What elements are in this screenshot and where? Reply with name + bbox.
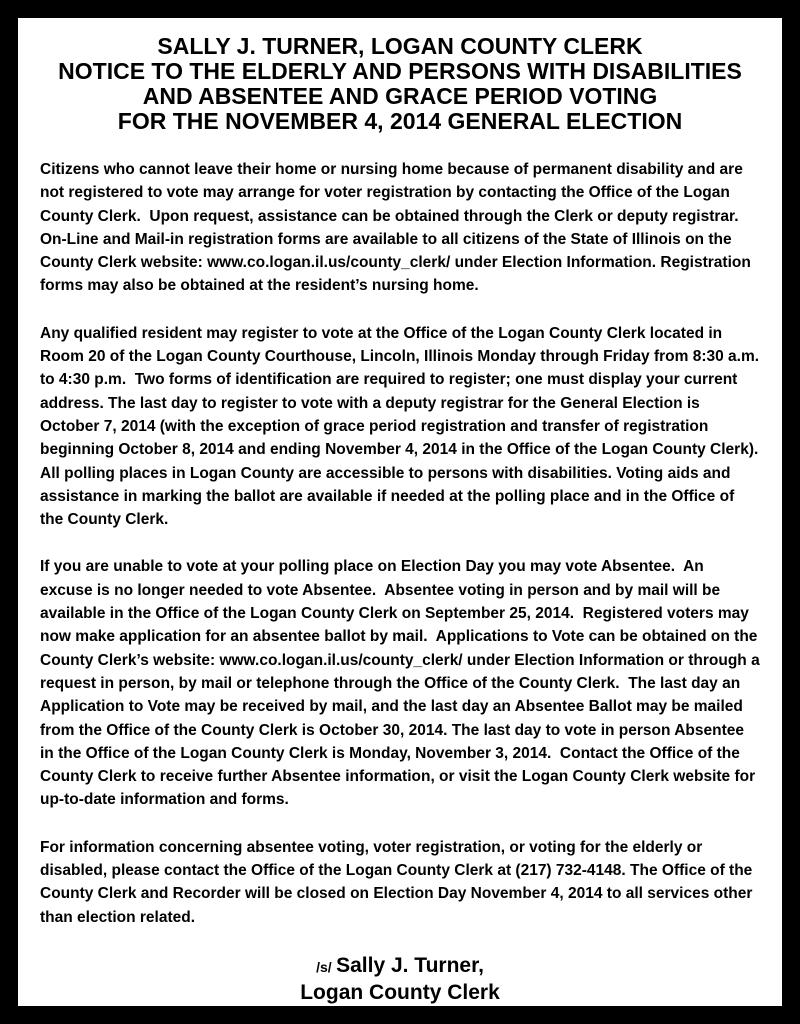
title-line-notice: NOTICE TO THE ELDERLY AND PERSONS WITH DISABILITIES [58, 58, 742, 84]
signature-block [40, 953, 760, 1005]
notice-body [40, 158, 765, 929]
signature-title: Logan County Clerk [300, 980, 500, 1004]
notice-sheet [18, 18, 782, 1006]
paragraph-contact-info: For information concerning absentee voting, voter registration, or voting for the elderly or disabled, please contact the Office of the Logan County Clerk at (217) 732-4148. The Office of the County Clerk and Recorder will be closed on Election Day November 4, 2014 to all services other than election related. [40, 838, 757, 926]
paragraph-voter-registration: Citizens who cannot leave their home or nursing home because of permanent disability and are not registered to vote may arrange for voter registration by contacting the Office of the Logan County Clerk. Upon request, assistance can be obtained through the Clerk or deputy registrar. On-Line and Mail-in registration forms are available to all citizens of the State of Illinois on the County Clerk website: www.co.logan.il.us/county_clerk/ under Election Information. Registration forms may also be obtained at the resident’s nursing home. [40, 161, 756, 295]
signature-prefix: /s/ [316, 958, 332, 975]
paragraph-register-in-person: Any qualified resident may register to vote at the Office of the Logan County Clerk located in Room 20 of the Logan County Courthouse, Lincoln, Illinois Monday through Friday from 8:30 a.m. to 4:30 p.m. Two forms of identification are required to register; one must display your current address. The last day to register to vote with a deputy registrar for the General Election is October 7, 2014 (with the exception of grace period registration and transfer of registration beginning October 8, 2014 and ending November 4, 2014 in the Office of the Logan County Clerk). All polling places in Logan County are accessible to persons with disabilities. Voting aids and assistance in marking the ballot are available if needed at the polling place and in the Office of the County Clerk. [40, 324, 764, 529]
notice-title [40, 34, 760, 134]
paragraph-absentee-voting: If you are unable to vote at your polling place on Election Day you may vote Absentee. An excuse is no longer needed to vote Absentee. Absentee voting in person and by mail will be available in the Office of the Logan County Clerk on September 25, 2014. Registered voters may now make application for an absentee ballot by mail. Applications to Vote can be obtained on the County Clerk’s website: www.co.logan.il.us/county_clerk/ under Election Information or through a request in person, by mail or telephone through the Office of the County Clerk. The last day an Application to Vote may be received by mail, and the last day an Absentee Ballot may be mailed from the Office of the County Clerk is October 30, 2014. The last day to vote in person Absentee in the Office of the Logan County Clerk is Monday, November 3, 2014. Contact the Office of the County Clerk to receive further Absentee information, or visit the Logan County Clerk website for up-to-date information and forms. [40, 558, 765, 809]
title-line-voting: AND ABSENTEE AND GRACE PERIOD VOTING [142, 83, 658, 109]
title-line-clerk-name: SALLY J. TURNER, LOGAN COUNTY CLERK [157, 33, 643, 59]
title-line-election: FOR THE NOVEMBER 4, 2014 GENERAL ELECTION [117, 108, 683, 134]
signature-name: Sally J. Turner, [336, 953, 484, 977]
signature-name-line [40, 953, 760, 980]
